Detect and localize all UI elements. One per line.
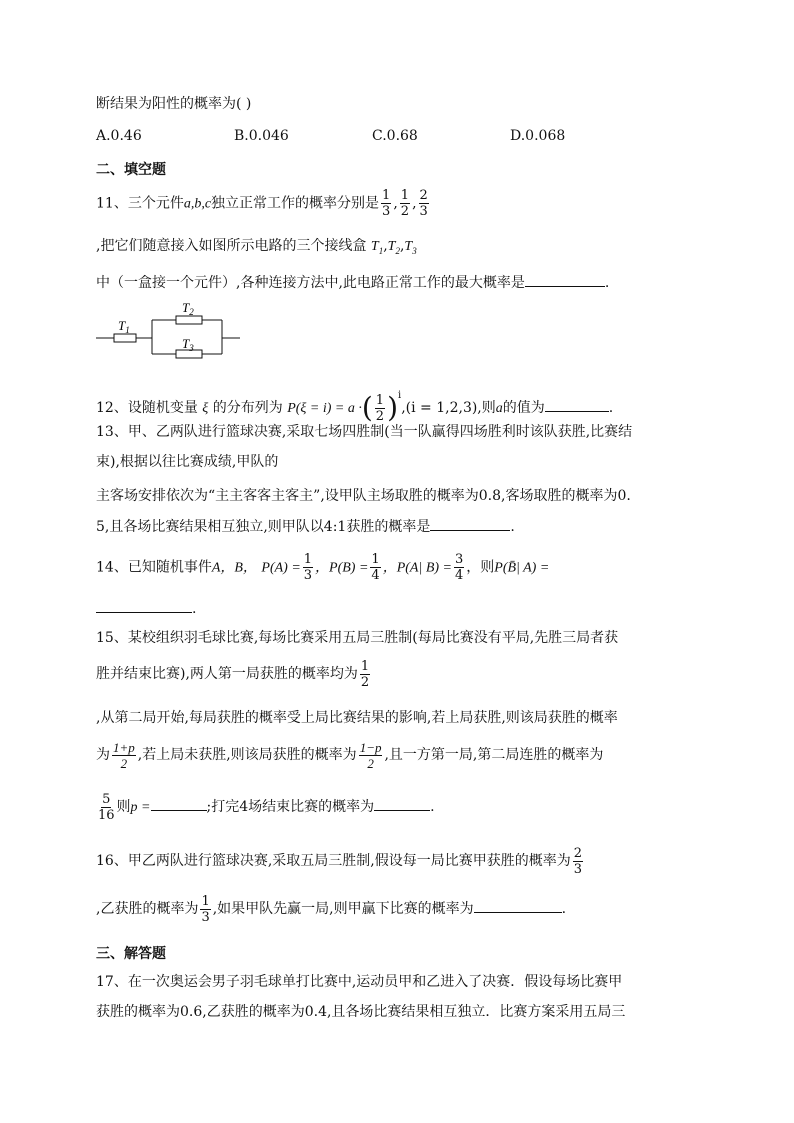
circuit-diagram (96, 298, 246, 360)
answer-blank[interactable] (545, 397, 609, 412)
left-paren: ( (361, 391, 373, 424)
q15-line1: 15、某校组织羽毛球比赛,每场比赛采用五局三胜制(每局比赛没有平局,先胜三局者获 (96, 630, 619, 646)
period: . (604, 275, 610, 291)
q14-prefix: 14、已知随机事件 (96, 559, 212, 576)
numerator: 1 (360, 658, 370, 674)
q15-line3: ,从第二局开始,每局获胜的概率受上局比赛结果的影响,若上局获胜,则该局获胜的概率 (96, 710, 618, 726)
section-title-fill-blank: 二、填空题 (96, 162, 166, 178)
period: . (192, 601, 197, 617)
option-c[interactable]: C.0.68 (372, 128, 418, 144)
right-paren: ) (387, 391, 398, 424)
answer-blank[interactable] (525, 272, 605, 287)
option-b[interactable]: B.0.046 (234, 128, 289, 144)
q16-line1-text: 16、甲乙两队进行篮球决赛,采取五局三胜制,假设每一局比赛甲获胜的概率为 (96, 853, 571, 869)
numerator: 1 (303, 552, 313, 567)
box-sub: 3 (412, 245, 417, 256)
box-t2 (388, 239, 400, 254)
q16-line2 (96, 892, 566, 926)
box-t3 (404, 239, 416, 254)
fraction (419, 188, 429, 219)
denominator: 3 (573, 861, 582, 877)
denominator: 3 (419, 204, 428, 219)
denominator: 16 (98, 807, 115, 823)
label-t2: $T_2$ (182, 300, 194, 317)
box-letter: T (387, 239, 396, 254)
q10-tail: 断结果为阳性的概率为( ) (96, 96, 252, 112)
fraction (454, 552, 464, 583)
q15-line5-b: ;打完4场结束比赛的概率为 (206, 799, 375, 815)
q12-mid: 的分布列为 (212, 400, 283, 416)
q15-line4 (96, 738, 603, 772)
q16-line1 (96, 844, 585, 878)
fraction (360, 659, 370, 690)
q15-line2 (96, 658, 372, 690)
q14-events: A，B， (211, 560, 257, 576)
q17-line2: 获胜的概率为0.6,乙获胜的概率为0.4,且各场比赛结果相互独立．比赛方案采用五局三 (96, 1004, 626, 1020)
fraction (200, 894, 210, 925)
formula-left: P(ξ = i) = a · (287, 401, 362, 416)
q15-line4-b: ,若上局未获胜,则该局获胜的概率为 (137, 747, 357, 763)
denominator: 4 (454, 568, 464, 583)
denominator: 3 (201, 909, 210, 925)
denominator: 3 (303, 568, 313, 583)
fraction (359, 740, 383, 771)
period: . (510, 519, 515, 535)
q12-then: 则 (481, 400, 496, 416)
numerator: 2 (419, 188, 428, 203)
denominator: 2 (375, 408, 385, 424)
option-d[interactable]: D.0.068 (510, 128, 566, 144)
answer-blank-prob[interactable] (374, 796, 430, 811)
fraction (375, 393, 385, 424)
numerator: 1 (201, 893, 210, 909)
numerator: 2 (573, 845, 582, 861)
denominator: 2 (120, 755, 128, 771)
var-p: p = (130, 800, 151, 815)
prob-a-label: P(A) = (261, 560, 301, 576)
numerator: 1−p (359, 739, 382, 755)
answer-blank-p[interactable] (151, 796, 207, 811)
box-letter: T (370, 239, 379, 254)
numerator: 1+p (113, 739, 135, 755)
var-a: a (495, 401, 503, 416)
q15-line4-c: ,且一方第一局,第二局连胜的概率为 (384, 747, 604, 763)
denominator: 2 (400, 204, 410, 219)
q13-line2: 束),根据以往比赛成绩,甲队的 (96, 454, 279, 470)
box-t1 (371, 239, 383, 254)
q15-line2-text: 胜并结束比赛),两人第一局获胜的概率均为 (96, 666, 358, 682)
q12-suffix: 的值为 (502, 400, 545, 416)
q11-line2-text: ,把它们随意接入如图所示电路的三个接线盒 (96, 238, 367, 254)
q13-line4 (96, 516, 515, 537)
fraction (98, 792, 115, 823)
q11-vars: a,b,c (183, 196, 212, 212)
fraction (381, 188, 391, 219)
prob-a-given-b-label: ，P(A| B) = (382, 560, 452, 576)
label-t3: $T_3$ (182, 336, 194, 353)
q14-line (96, 552, 549, 583)
period: . (561, 901, 567, 917)
q11-line3 (96, 272, 609, 293)
q15-line5-a: 则 (116, 799, 131, 815)
q15-line5 (96, 790, 435, 825)
q15-line4-a: 为 (96, 747, 110, 763)
box-sub: 2 (395, 245, 400, 256)
q11-prefix: 11、三个元件 (96, 195, 184, 212)
answer-blank[interactable] (96, 598, 192, 613)
q16-line2-b: ,如果甲队先赢一局,则甲赢下比赛的概率为 (212, 901, 474, 917)
q14-ask-expr: P(B̄| A) = (494, 560, 550, 576)
q12-prefix: 12、设随机变量 (96, 400, 198, 416)
numerator: 1 (400, 188, 410, 203)
q13-line1: 13、甲、乙两队进行篮球决赛,采取七场四胜制(当一队赢得四场胜利时该队获胜,比赛结 (96, 424, 633, 440)
fraction (573, 846, 583, 877)
denominator: 3 (382, 204, 391, 219)
option-a[interactable]: A.0.46 (96, 128, 142, 144)
box-letter: T (404, 239, 413, 254)
q11-line3-text: 中（一盒接一个元件）,各种连接方法中,此电路正常工作的最大概率是 (96, 275, 525, 291)
section-title-solutions: 三、解答题 (96, 946, 166, 962)
answer-blank[interactable] (474, 898, 562, 913)
q13-line4-text: 5,且各场比赛结果相互独立,则甲队以4:1获胜的概率是 (96, 519, 431, 535)
q14-blank-line (96, 598, 196, 619)
numerator: 1 (371, 552, 380, 567)
q12-line (96, 378, 613, 427)
period: . (608, 400, 614, 416)
fraction (303, 552, 313, 583)
numerator: 1 (375, 392, 385, 408)
denominator: 2 (367, 755, 374, 771)
xi-symbol: ξ (202, 401, 209, 416)
prob-b-label: ，P(B) = (315, 560, 369, 576)
q11-mid: 独立正常工作的概率分别是 (211, 195, 380, 212)
denominator: 2 (360, 674, 370, 690)
q11-line2: ,把它们随意接入如图所示电路的三个接线盒 $T_1,T_2,T_3$ (96, 238, 417, 256)
numerator: 3 (454, 552, 464, 567)
fraction (112, 740, 136, 771)
q12-range: ,(i = 1,2,3), (401, 400, 482, 416)
numerator: 1 (382, 188, 391, 203)
period: . (430, 799, 435, 815)
q16-line2-a: ,乙获胜的概率为 (96, 901, 199, 917)
q13-line3: 主客场安排依次为“主主客客主客主”,设甲队主场取胜的概率为0.8,客场取胜的概率为0. (96, 488, 631, 504)
box-sub: 1 (378, 245, 384, 256)
numerator: 5 (102, 791, 111, 807)
answer-blank[interactable] (430, 516, 510, 531)
q11-line1: 11、三个元件a,b,c独立正常工作的概率分别是 $\frac{1}{3}$ , $\frac{1}{2}$ , $\frac{2}{3}$ (96, 188, 428, 219)
exponent: i (398, 390, 402, 401)
fraction (370, 552, 380, 583)
q17-line1: 17、在一次奥运会男子羽毛球单打比赛中,运动员甲和乙进入了决赛．假设每场比赛甲 (96, 974, 623, 990)
q14-ask: ，则 (466, 559, 495, 576)
label-t1: $T_1$ (118, 318, 130, 335)
denominator: 4 (371, 568, 380, 583)
fraction (400, 188, 410, 219)
